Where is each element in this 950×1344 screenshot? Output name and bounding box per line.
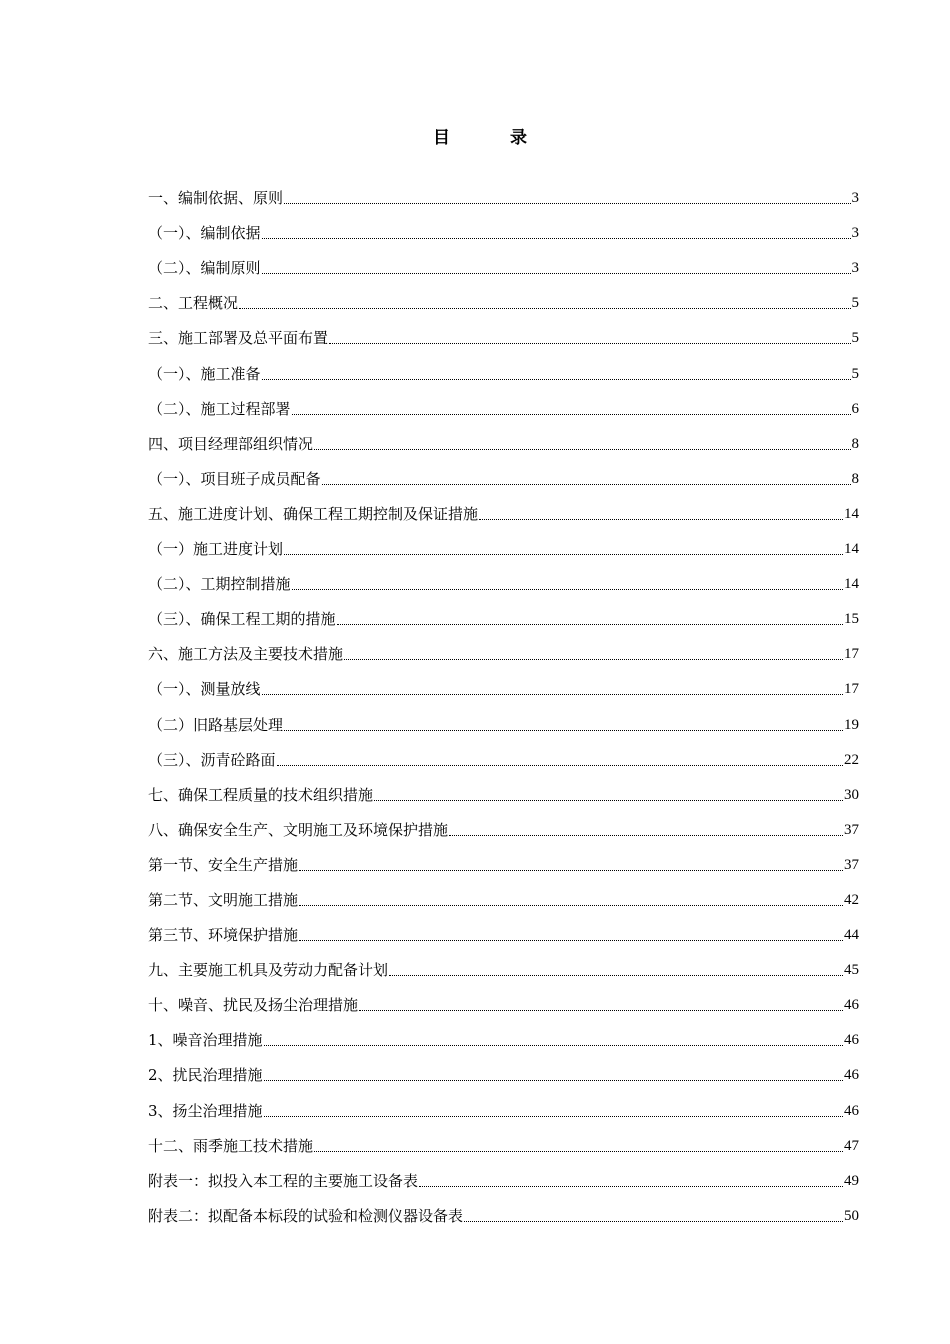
toc-entry-title: 三、施工部署及总平面布置 [148,329,329,348]
toc-entry[interactable] [148,1050,859,1085]
toc-entry-page-number: 6 [851,400,859,417]
toc-entry-title: （一）、施工准备 [148,364,261,383]
dot-leader [337,624,843,625]
toc-entry[interactable] [148,735,859,770]
toc-entry-page-number: 37 [844,821,859,838]
dot-leader [344,659,843,660]
toc-entry-page-number: 8 [851,470,859,487]
toc-entry[interactable] [148,489,859,524]
toc-entry[interactable] [148,840,859,875]
toc-entry-title: 八、确保安全生产、文明施工及环境保护措施 [148,820,449,839]
dot-leader [299,940,843,941]
toc-entry-title: 十、噪音、扰民及扬尘治理措施 [148,996,359,1015]
toc-entry-title: 2、扰民治理措施 [148,1066,263,1085]
toc-entry-title: （一）施工进度计划 [148,540,284,559]
toc-entry-page-number: 42 [844,891,859,908]
toc-entry-title: 第二节、文明施工措施 [148,890,299,909]
toc-entry-page-number: 44 [844,927,859,944]
toc-entry[interactable] [148,313,859,348]
toc-entry-page-number: 3 [851,260,859,277]
dot-leader [329,343,850,344]
dot-leader [314,449,850,450]
toc-entry-page-number: 14 [844,541,859,558]
toc-entry[interactable] [148,945,859,980]
toc-entry-page-number: 19 [844,716,859,733]
toc-entry[interactable] [148,384,859,419]
dot-leader [292,414,851,415]
toc-entry-page-number: 3 [851,190,859,207]
dot-leader [264,1080,843,1081]
toc-entry-title: 二、工程概况 [148,294,239,313]
toc-entry-page-number: 17 [844,681,859,698]
dot-leader [419,1186,843,1187]
toc-entry[interactable] [148,208,859,243]
toc-entry[interactable] [148,524,859,559]
toc-entry[interactable] [148,454,859,489]
toc-entry-title: （二）、工期控制措施 [148,575,291,594]
toc-entry[interactable] [148,1156,859,1191]
dot-leader [299,870,843,871]
toc-entry-title: （三）、确保工程工期的措施 [148,610,336,629]
toc-entry[interactable] [148,173,859,208]
toc-entry-title: （二）、施工过程部署 [148,399,291,418]
toc-entry[interactable] [148,559,859,594]
toc-entry-page-number: 14 [844,505,859,522]
toc-entry-page-number: 46 [844,1102,859,1119]
toc-entry[interactable] [148,664,859,699]
dot-leader [322,484,851,485]
toc-entry[interactable] [148,278,859,313]
dot-leader [292,589,843,590]
dot-leader [449,835,843,836]
dot-leader [314,1151,843,1152]
toc-entry-title: 十二、雨季施工技术措施 [148,1136,314,1155]
toc-entry-title: 五、施工进度计划、确保工程工期控制及保证措施 [148,504,479,523]
toc-entry-page-number: 5 [851,330,859,347]
toc-entry[interactable] [148,243,859,278]
toc-entry-title: 七、确保工程质量的技术组织措施 [148,785,374,804]
dot-leader [284,203,850,204]
toc-entry-title: 第一节、安全生产措施 [148,855,299,874]
toc-entry-title: 四、项目经理部组织情况 [148,434,314,453]
toc-entry-page-number: 46 [844,997,859,1014]
toc-entry-title: （一）、编制依据 [148,224,261,243]
toc-entry-title: 第三节、环境保护措施 [148,926,299,945]
toc-entry[interactable] [148,594,859,629]
dot-leader [239,308,850,309]
toc-entry-page-number: 5 [851,295,859,312]
toc-entry-page-number: 30 [844,786,859,803]
dot-leader [479,519,843,520]
toc-entry[interactable] [148,1015,859,1050]
dot-leader [374,800,843,801]
toc-entry[interactable] [148,1121,859,1156]
toc-entry-page-number: 37 [844,856,859,873]
toc-entry-page-number: 49 [844,1172,859,1189]
toc-entry-page-number: 22 [844,751,859,768]
dot-leader [284,730,843,731]
toc-entry-title: 3、扬尘治理措施 [148,1101,263,1120]
toc-entry-page-number: 15 [844,611,859,628]
toc-entry[interactable] [148,699,859,734]
toc-entry-title: （二）旧路基层处理 [148,715,284,734]
toc-entry[interactable] [148,910,859,945]
toc-title: 目录 [433,128,587,148]
dot-leader [359,1010,843,1011]
dot-leader [262,379,851,380]
toc-entry-page-number: 8 [851,435,859,452]
toc-entry[interactable] [148,875,859,910]
toc-entry-title: （三）、沥青砼路面 [148,750,276,769]
toc-entry-title: （一）、项目班子成员配备 [148,469,321,488]
toc-entry-page-number: 47 [844,1137,859,1154]
toc-entry-page-number: 5 [851,365,859,382]
dot-leader [277,765,843,766]
toc-entry-page-number: 17 [844,646,859,663]
toc-entry-title: 九、主要施工机具及劳动力配备计划 [148,961,389,980]
toc-list [148,173,859,1226]
dot-leader [299,905,843,906]
toc-entry[interactable] [148,1191,859,1226]
toc-entry-title: （二）、编制原则 [148,259,261,278]
toc-entry-page-number: 3 [851,225,859,242]
toc-entry-title: 附表二：拟配备本标段的试验和检测仪器设备表 [148,1206,464,1225]
toc-entry-title: 一、编制依据、原则 [148,189,284,208]
dot-leader [262,694,843,695]
dot-leader [284,554,843,555]
dot-leader [262,238,851,239]
toc-entry-page-number: 50 [844,1207,859,1224]
toc-entry[interactable] [148,770,859,805]
toc-entry-page-number: 45 [844,962,859,979]
toc-entry-page-number: 14 [844,576,859,593]
toc-entry-title: 六、施工方法及主要技术措施 [148,645,344,664]
toc-entry-page-number: 46 [844,1032,859,1049]
toc-entry-page-number: 46 [844,1067,859,1084]
toc-entry[interactable] [148,348,859,383]
toc-entry-title: （一）、测量放线 [148,680,261,699]
toc-entry[interactable] [148,419,859,454]
dot-leader [464,1221,843,1222]
toc-entry[interactable] [148,1085,859,1120]
toc-entry-title: 1、噪音治理措施 [148,1031,263,1050]
toc-entry[interactable] [148,980,859,1015]
dot-leader [262,273,851,274]
dot-leader [389,975,843,976]
dot-leader [264,1116,843,1117]
dot-leader [264,1045,843,1046]
toc-entry-title: 附表一：拟投入本工程的主要施工设备表 [148,1171,419,1190]
toc-entry[interactable] [148,805,859,840]
toc-entry[interactable] [148,629,859,664]
